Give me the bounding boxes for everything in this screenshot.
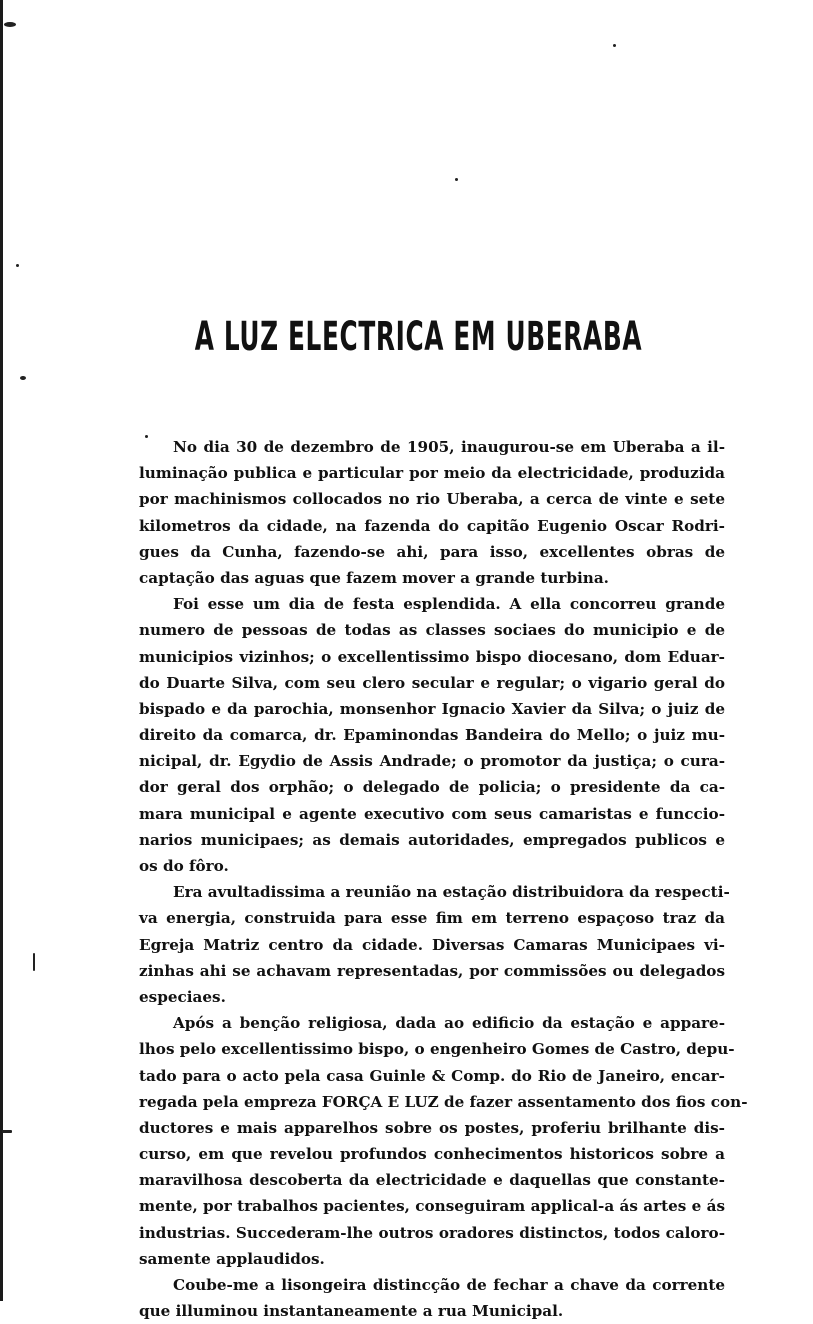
- text-line: ductores e mais apparelhos sobre os postes, proferiu brilhante dis-: [139, 1118, 725, 1137]
- text-line: bispado e da parochia, monsenhor Ignacio Xavier da Silva; o juiz de: [139, 699, 725, 718]
- text-line: gues da Cunha, fazendo-se ahi, para isso, excellentes obras de: [139, 542, 725, 561]
- article-body: [139, 434, 748, 1324]
- text-line: captação das aguas que fazem mover a grande turbina.: [139, 568, 609, 587]
- scan-speck: [33, 953, 35, 971]
- text-line: que illuminou instantaneamente a rua Municipal.: [139, 1302, 564, 1321]
- text-line: mara municipal e agente executivo com seus camaristas e funccio-: [139, 804, 725, 823]
- text-line: curso, em que revelou profundos conhecimentos historicos sobre a: [139, 1145, 725, 1164]
- text-line: Foi esse um dia de festa esplendida. A ella concorreu grande: [173, 595, 725, 614]
- text-line: lhos pelo excellentissimo bispo, o engenheiro Gomes de Castro, depu-: [139, 1040, 735, 1059]
- scan-speck: [20, 376, 26, 380]
- scan-speck: [2, 1130, 12, 1133]
- text-line: Coube-me a lisongeira distincção de fechar a chave da corrente: [173, 1276, 725, 1294]
- text-line: kilometros da cidade, na fazenda do capitão Eugenio Oscar Rodri-: [139, 516, 725, 535]
- text-line: zinhas ahi se achavam representadas, por commissões ou delegados: [139, 961, 725, 980]
- text-line: Egreja Matriz centro da cidade. Diversas Camaras Municipaes vi-: [139, 935, 725, 954]
- scan-speck: [4, 22, 16, 27]
- text-line: numero de pessoas de todas as classes sociaes do municipio e de: [139, 621, 725, 640]
- scan-speck: [16, 264, 19, 267]
- text-line: municipios vizinhos; o excellentissimo bispo diocesano, dom Eduar-: [139, 647, 725, 666]
- text-line: dor geral dos orphão; o delegado de policia; o presidente da ca-: [139, 778, 725, 797]
- text-line: maravilhosa descoberta da electricidade e daquellas que constante-: [139, 1171, 725, 1190]
- scan-speck: [613, 44, 616, 47]
- text-line: va energia, construida para esse fim em terreno espaçoso traz da: [139, 909, 725, 928]
- text-line: No dia 30 de dezembro de 1905, inaugurou-se em Uberaba a il-: [173, 438, 725, 456]
- text-line: mente, por trabalhos pacientes, conseguiram applical-a ás artes e ás: [139, 1197, 725, 1216]
- text-line: os do fôro.: [139, 857, 229, 875]
- text-line: regada pela empreza FORÇA E LUZ de fazer assentamento dos fios con-: [139, 1092, 748, 1111]
- text-line: tado para o acto pela casa Guinle & Comp. do Rio de Janeiro, encar-: [139, 1066, 725, 1085]
- scan-speck: [455, 178, 458, 181]
- text-line: por machinismos collocados no rio Uberaba, a cerca de vinte e sete: [139, 490, 725, 509]
- text-line: do Duarte Silva, com seu clero secular e regular; o vigario geral do: [139, 673, 725, 692]
- page-title: A LUZ ELECTRICA EM UBERABA: [194, 314, 643, 360]
- text-line: narios municipaes; as demais autoridades, empregados publicos e: [139, 830, 725, 849]
- text-line: nicipal, dr. Egydio de Assis Andrade; o promotor da justiça; o cura-: [139, 752, 725, 771]
- text-line: Era avultadissima a reunião na estação distribuidora da respecti-: [173, 883, 730, 902]
- text-line: industrias. Succederam-lhe outros oradores distinctos, todos caloro-: [139, 1223, 725, 1242]
- text-line: luminação publica e particular por meio da electricidade, produzida: [139, 464, 725, 483]
- scan-edge: [0, 0, 3, 1301]
- text-line: samente applaudidos.: [139, 1249, 325, 1268]
- text-line: direito da comarca, dr. Epaminondas Bandeira do Mello; o juiz mu-: [139, 726, 725, 745]
- text-line: Após a benção religiosa, dada ao edificio da estação e appare-: [173, 1014, 725, 1033]
- text-line: especiaes.: [139, 987, 226, 1006]
